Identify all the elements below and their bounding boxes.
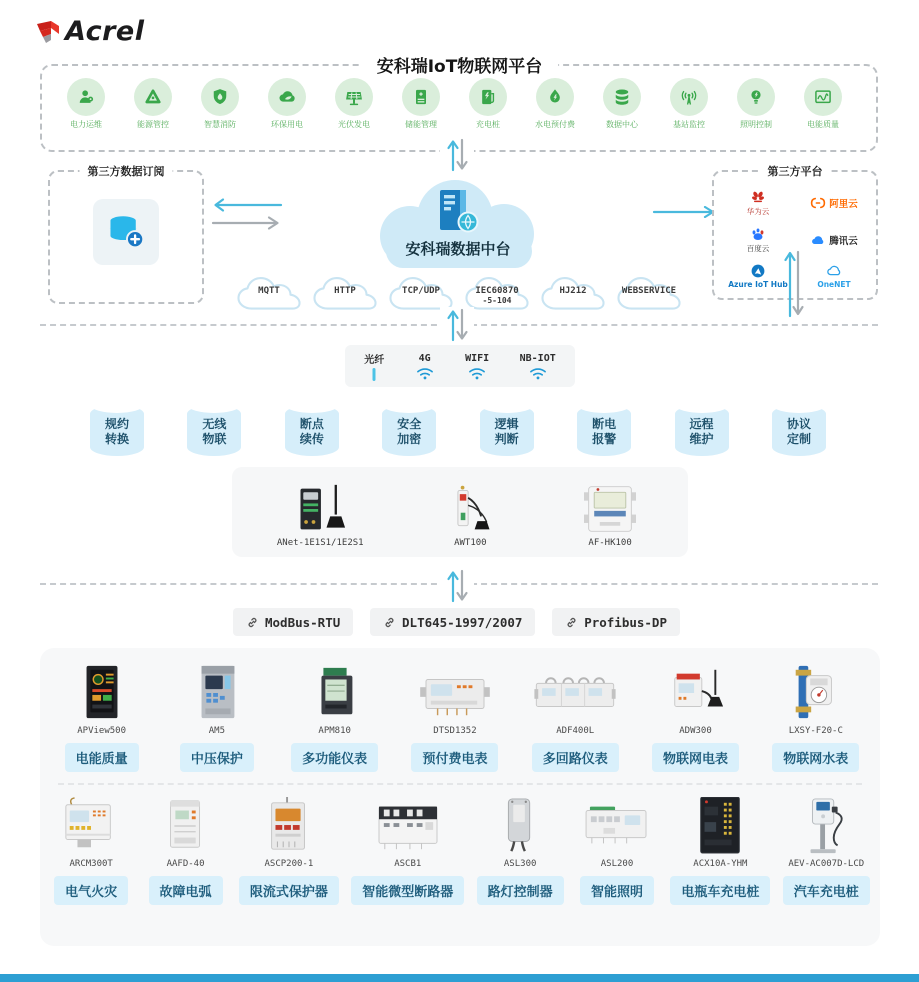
product-category-chip: 故障电弧 — [149, 876, 223, 905]
product-category-chip: 电气火灾 — [54, 876, 128, 905]
product-model: ARCM300T — [69, 859, 113, 869]
app-label: 电能质量 — [807, 120, 839, 129]
apps-row — [56, 78, 853, 130]
p-dtsd1352-icon — [414, 662, 496, 722]
app-label: 电力运维 — [70, 120, 102, 129]
products-row-2 — [44, 795, 876, 905]
logo-text: Acrel — [65, 16, 145, 47]
product-model: APView500 — [77, 726, 127, 736]
p-apm810-icon — [294, 662, 376, 722]
bottom-accent-bar — [0, 974, 919, 982]
link-icon — [383, 616, 396, 629]
updown-arrow-icon — [442, 307, 472, 343]
database-plus-icon — [103, 209, 149, 255]
onenet-icon — [826, 263, 842, 279]
feature-cylinder — [285, 398, 339, 456]
gateway-panel — [232, 467, 688, 557]
gateway-item — [577, 483, 643, 548]
feature-label: 断点 续传 — [299, 417, 324, 446]
ev-charger-icon — [478, 87, 498, 107]
app-icon-circle — [670, 78, 708, 116]
app-item — [458, 78, 518, 130]
features-row — [90, 398, 826, 456]
product-model: ASCP200-1 — [264, 859, 314, 869]
p-asl300-icon — [479, 795, 561, 855]
feature-cylinder — [187, 398, 241, 456]
app-label: 基站监控 — [673, 120, 705, 129]
protocol-label: WEBSERVICE — [621, 286, 677, 296]
product-item — [670, 795, 770, 905]
database-tile — [93, 199, 159, 265]
p-am5-icon — [176, 662, 258, 722]
app-icon-circle — [134, 78, 172, 116]
product-category-chip: 预付费电表 — [411, 743, 498, 772]
fire-shield-icon — [210, 87, 230, 107]
p-lxsy-icon — [775, 662, 857, 722]
connectivity-label: NB-IOT — [519, 352, 556, 364]
product-model: ACX10A-YHM — [693, 859, 748, 869]
app-item — [659, 78, 719, 130]
protocol-label: HJ212 — [559, 286, 587, 296]
cloud-provider — [796, 184, 872, 221]
updown-arrows-top — [440, 137, 474, 173]
link-icon — [246, 616, 259, 629]
cloud-shape — [352, 176, 564, 274]
product-category-chip: 智能照明 — [580, 876, 654, 905]
updown-arrow-icon — [442, 568, 472, 604]
cloud-provider — [720, 184, 796, 221]
connectivity-label: 光纤 — [364, 354, 385, 366]
app-icon-circle — [469, 78, 507, 116]
up-down-arrow-icon — [781, 250, 807, 318]
fiber-icon — [364, 367, 384, 382]
acrel-logo-icon — [34, 18, 62, 46]
provider-name: OneNET — [817, 280, 851, 290]
app-label: 光伏发电 — [338, 120, 370, 129]
gateway-model: AF-HK100 — [588, 538, 632, 548]
protocol-cloud — [311, 271, 379, 317]
feature-cylinder — [772, 398, 826, 456]
gw-afhk-icon — [577, 483, 643, 535]
app-item — [592, 78, 652, 130]
product-category-chip: 电瓶车充电桩 — [670, 876, 770, 905]
p-adf400l-icon — [534, 662, 616, 722]
p-acx10a-icon — [679, 795, 761, 855]
product-item — [576, 795, 658, 905]
updown-arrows-bottom — [440, 568, 474, 604]
water-drop-icon — [545, 87, 565, 107]
p-aafd40-icon — [145, 795, 227, 855]
product-category-chip: 智能微型断路器 — [351, 876, 464, 905]
gw-anet-icon — [287, 483, 353, 535]
product-category-chip: 电能质量 — [65, 743, 139, 772]
app-icon-circle — [67, 78, 105, 116]
product-model: ASL300 — [503, 859, 537, 869]
baidu-icon — [750, 226, 766, 242]
protocol-label: HTTP — [334, 286, 356, 296]
product-category-chip: 物联网电表 — [652, 743, 739, 772]
p-aev-icon — [785, 795, 867, 855]
products-panel — [40, 648, 880, 946]
energy-knot-icon — [143, 87, 163, 107]
wifi-icon — [528, 365, 548, 380]
data-center-label: 安科瑞数据中台 — [405, 240, 511, 258]
azure-icon — [750, 263, 766, 279]
bus-protocol-label: DLT645-1997/2007 — [402, 614, 523, 630]
gateway-item — [437, 483, 503, 548]
product-category-chip: 多功能仪表 — [291, 743, 378, 772]
cylinder-top — [773, 398, 825, 413]
provider-name: 阿里云 — [829, 198, 858, 210]
app-item — [123, 78, 183, 130]
cloud-provider — [796, 221, 872, 258]
cylinder-top — [91, 398, 143, 413]
app-label: 环保用电 — [271, 120, 303, 129]
app-label: 能源管控 — [137, 120, 169, 129]
battery-cabinet-icon — [411, 87, 431, 107]
protocol-cloud — [615, 271, 683, 317]
app-icon-circle — [737, 78, 775, 116]
product-item — [477, 795, 564, 905]
connectivity-label: 4G — [418, 352, 431, 364]
p-arcm300t-icon — [50, 795, 132, 855]
product-model: LXSY-F20-C — [788, 726, 843, 736]
ops-person-icon — [76, 87, 96, 107]
product-model: DTSD1352 — [433, 726, 477, 736]
app-icon-circle — [335, 78, 373, 116]
feature-cylinder — [382, 398, 436, 456]
left-box-title: 第三方数据订阅 — [80, 163, 173, 179]
app-label: 照明控制 — [740, 120, 772, 129]
p-apview500-icon — [61, 662, 143, 722]
product-model: ADW300 — [679, 726, 712, 736]
app-icon-circle — [201, 78, 239, 116]
light-bulb-icon — [746, 87, 766, 107]
product-item — [291, 662, 378, 772]
product-item — [239, 795, 339, 905]
provider-name: 腾讯云 — [829, 235, 858, 247]
product-model: APM810 — [318, 726, 351, 736]
database-stack-icon — [612, 87, 632, 107]
cylinder-top — [578, 398, 630, 413]
product-category-chip: 限流式保护器 — [239, 876, 339, 905]
product-item — [50, 795, 132, 905]
products-row-separator — [58, 783, 862, 785]
provider-name: Azure IoT Hub — [728, 280, 788, 290]
gateway-model: ANet-1E1S1/1E2S1 — [276, 538, 364, 548]
product-item — [783, 795, 870, 905]
app-item — [56, 78, 116, 130]
app-item — [726, 78, 786, 130]
feature-label: 安全 加密 — [397, 417, 422, 446]
app-item — [793, 78, 853, 130]
feature-cylinder — [675, 398, 729, 456]
tencent-icon — [810, 232, 826, 248]
feature-label: 无线 物联 — [202, 417, 227, 446]
right-flow-arrow — [652, 206, 720, 218]
product-model: ASL200 — [600, 859, 634, 869]
connectivity-item — [520, 353, 556, 380]
product-item — [145, 795, 227, 905]
app-item — [190, 78, 250, 130]
p-ascb1-icon — [367, 795, 449, 855]
updown-arrows-middle — [440, 307, 474, 343]
p-asl200-icon — [576, 795, 658, 855]
product-category-chip: 路灯控制器 — [477, 876, 564, 905]
protocol-label: TCP/UDP — [402, 286, 440, 296]
left-exchange-arrows — [211, 197, 283, 231]
products-row-1 — [44, 662, 876, 772]
bus-protocol-button — [233, 608, 353, 636]
gateway-model: AWT100 — [454, 538, 487, 548]
gateway-item — [277, 483, 364, 548]
cylinder-top — [676, 398, 728, 413]
link-icon — [565, 616, 578, 629]
product-model: ASCB1 — [394, 859, 422, 869]
right-vertical-arrows — [781, 250, 807, 318]
connectivity-item — [465, 353, 489, 380]
huawei-icon — [750, 189, 766, 205]
product-category-chip: 多回路仪表 — [532, 743, 619, 772]
product-category-chip: 物联网水表 — [772, 743, 859, 772]
feature-cylinder — [577, 398, 631, 456]
product-model: AEV-AC007D-LCD — [788, 859, 865, 869]
bus-protocol-label: ModBus-RTU — [265, 614, 341, 630]
feature-label: 远程 维护 — [689, 417, 714, 446]
acrel-logo — [34, 16, 144, 47]
third-party-subscription-box — [48, 165, 204, 304]
feature-cylinder — [90, 398, 144, 456]
page-title: 安科瑞IoT物联网平台 — [361, 52, 559, 77]
product-item — [772, 662, 859, 772]
bus-protocols-row — [233, 608, 680, 636]
protocol-cloud — [539, 271, 607, 317]
connectivity-item — [364, 351, 384, 382]
bus-protocol-label: Profibus-DP — [584, 614, 667, 630]
product-item — [176, 662, 258, 772]
product-category-chip: 汽车充电桩 — [783, 876, 870, 905]
product-model: AAFD-40 — [166, 859, 205, 869]
feature-label: 协议 定制 — [786, 417, 811, 446]
app-item — [257, 78, 317, 130]
protocol-label: MQTT — [258, 286, 280, 296]
left-right-arrows-icon — [211, 197, 283, 231]
app-label: 智慧消防 — [204, 120, 236, 129]
wifi-icon — [467, 365, 487, 380]
cylinder-top — [286, 398, 338, 413]
power-wave-icon — [813, 87, 833, 107]
app-item — [324, 78, 384, 130]
app-icon-circle — [804, 78, 842, 116]
connectivity-item — [415, 353, 435, 380]
product-item — [532, 662, 619, 772]
feature-cylinder — [480, 398, 534, 456]
app-icon-circle — [402, 78, 440, 116]
p-adw300-icon — [655, 662, 737, 722]
product-model: ADF400L — [556, 726, 595, 736]
cylinder-top — [383, 398, 435, 413]
aliyun-icon — [810, 195, 826, 211]
bus-protocol-button — [370, 608, 535, 636]
provider-name: 百度云 — [746, 243, 770, 253]
app-icon-circle — [536, 78, 574, 116]
connectivity-bar — [345, 345, 575, 387]
app-icon-circle — [268, 78, 306, 116]
product-category-chip: 中压保护 — [180, 743, 254, 772]
feature-label: 逻辑 判断 — [494, 417, 519, 446]
app-label: 充电桩 — [476, 120, 500, 129]
feature-label: 规约 转换 — [104, 417, 129, 446]
right-box-title: 第三方平台 — [760, 163, 831, 179]
protocol-cloud — [235, 271, 303, 317]
connectivity-label: WIFI — [465, 352, 490, 364]
bus-protocol-button — [552, 608, 680, 636]
app-label: 数据中心 — [606, 120, 638, 129]
product-item — [351, 795, 464, 905]
base-station-icon — [679, 87, 699, 107]
app-item — [525, 78, 585, 130]
wifi-icon — [415, 365, 435, 380]
feature-label: 断电 报警 — [592, 417, 617, 446]
protocol-label: IEC60870 -5-104 — [475, 286, 519, 305]
product-item — [411, 662, 498, 772]
app-label: 水电预付费 — [535, 120, 575, 129]
cloud-provider — [796, 259, 872, 294]
cylinder-top — [481, 398, 533, 413]
gw-awt-icon — [437, 483, 503, 535]
app-item — [391, 78, 451, 130]
product-model: AM5 — [208, 726, 226, 736]
solar-panel-icon — [344, 87, 364, 107]
product-item — [652, 662, 739, 772]
p-ascp200-icon — [248, 795, 330, 855]
right-arrow-icon — [652, 206, 720, 218]
product-item — [61, 662, 143, 772]
app-label: 储能管理 — [405, 120, 437, 129]
provider-name: 华为云 — [746, 206, 770, 216]
app-icon-circle — [603, 78, 641, 116]
updown-arrow-icon — [442, 137, 472, 173]
eco-cloud-icon — [277, 87, 297, 107]
data-center-cloud — [352, 176, 564, 274]
